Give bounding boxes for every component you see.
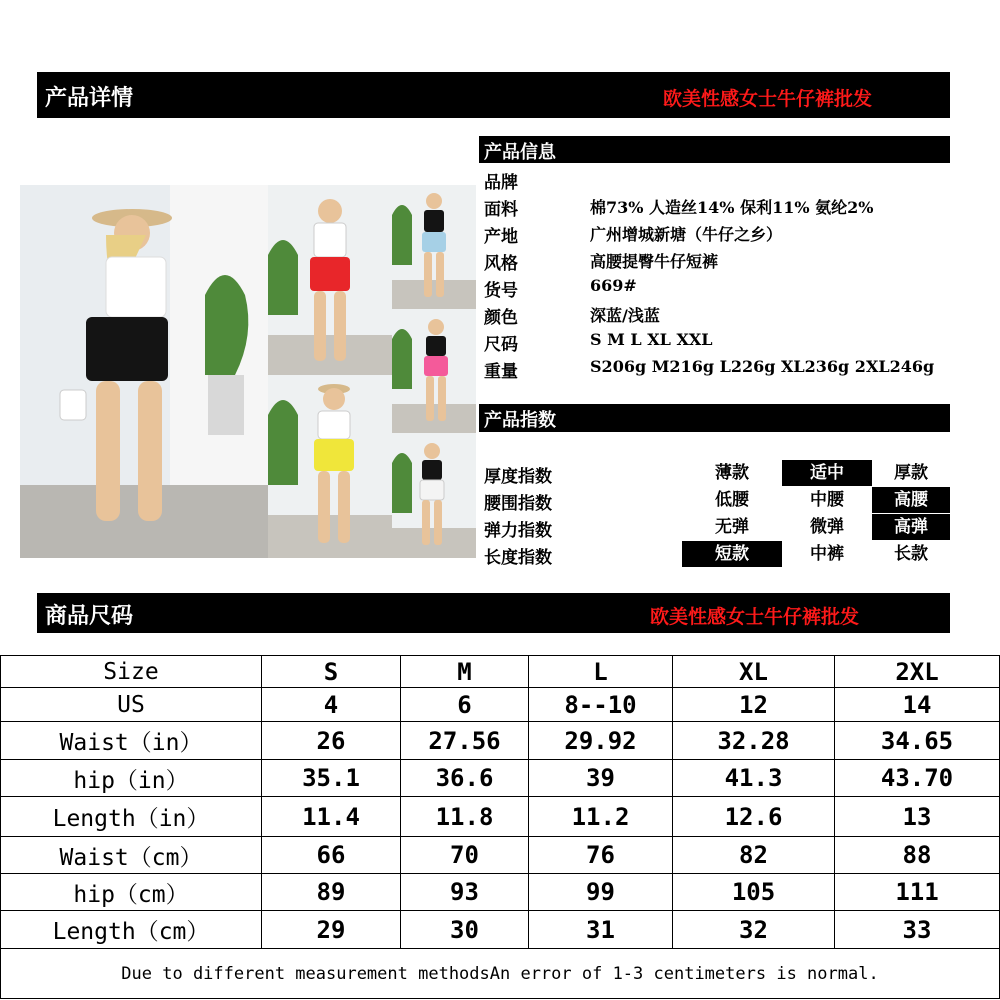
info-value: 669# xyxy=(590,276,637,295)
table-cell: 4 xyxy=(262,688,401,722)
index-row-waist xyxy=(484,487,950,513)
info-value: 广州增城新塘（牛仔之乡） xyxy=(590,225,783,244)
index-option: 高弹 xyxy=(872,514,950,540)
table-cell: L xyxy=(529,656,673,688)
page-title: 产品详情 xyxy=(45,85,134,111)
info-row-brand xyxy=(484,168,984,194)
info-value: S M L XL XXL xyxy=(590,330,713,349)
header-bar xyxy=(37,72,950,118)
info-key: 品牌 xyxy=(484,173,518,193)
index-section-header xyxy=(479,404,950,432)
table-cell: 2XL xyxy=(835,656,1000,688)
table-cell: 82 xyxy=(673,837,835,874)
info-key: 面料 xyxy=(484,200,518,220)
index-row-thickness xyxy=(484,460,950,486)
index-option: 无弹 xyxy=(715,517,749,537)
index-key: 厚度指数 xyxy=(484,467,552,487)
row-label: Waist（in） xyxy=(1,722,262,760)
table-cell: 31 xyxy=(529,911,673,949)
info-key: 产地 xyxy=(484,227,518,247)
table-cell: 36.6 xyxy=(401,760,529,797)
table-cell: 111 xyxy=(835,874,1000,911)
table-cell: 32.28 xyxy=(673,722,835,760)
index-option: 适中 xyxy=(782,460,872,486)
table-cell: 6 xyxy=(401,688,529,722)
table-row xyxy=(1,797,1000,837)
index-row-length xyxy=(484,541,950,567)
table-cell: 70 xyxy=(401,837,529,874)
info-section-header xyxy=(479,136,950,163)
table-cell: M xyxy=(401,656,529,688)
index-option: 中腰 xyxy=(810,490,844,510)
index-option: 短款 xyxy=(682,541,782,567)
index-option: 厚款 xyxy=(894,463,928,483)
table-cell: 11.8 xyxy=(401,797,529,837)
info-row-fabric xyxy=(484,195,984,221)
size-table xyxy=(0,655,1000,999)
header-tagline: 欧美性感女士牛仔裤批发 xyxy=(663,88,873,110)
measurement-note: Due to different measurement methodsAn error of 1-3 centimeters is normal. xyxy=(1,949,1000,999)
row-label: hip（in） xyxy=(1,760,262,797)
table-cell: 8--10 xyxy=(529,688,673,722)
index-key: 腰围指数 xyxy=(484,494,552,514)
info-value: 棉73% 人造丝14% 保利11% 氨纶2% xyxy=(590,198,874,217)
index-option: 薄款 xyxy=(715,463,749,483)
table-cell: 105 xyxy=(673,874,835,911)
table-row xyxy=(1,874,1000,911)
info-key: 货号 xyxy=(484,281,518,301)
index-section-title: 产品指数 xyxy=(484,410,556,431)
table-note-row xyxy=(1,949,1000,999)
model-shorts xyxy=(86,317,168,381)
table-row xyxy=(1,656,1000,688)
size-section-title: 商品尺码 xyxy=(45,603,134,629)
table-cell: 29 xyxy=(262,911,401,949)
info-key: 尺码 xyxy=(484,335,518,355)
info-key: 风格 xyxy=(484,254,518,274)
info-row-color xyxy=(484,303,984,329)
table-cell: 13 xyxy=(835,797,1000,837)
table-cell: 32 xyxy=(673,911,835,949)
row-label: Length（in） xyxy=(1,797,262,837)
model-photo-pink xyxy=(392,309,476,433)
table-cell: 30 xyxy=(401,911,529,949)
index-option: 高腰 xyxy=(872,487,950,513)
size-section-tagline: 欧美性感女士牛仔裤批发 xyxy=(650,606,860,628)
table-cell: 11.2 xyxy=(529,797,673,837)
index-key: 长度指数 xyxy=(484,548,552,568)
row-label: Waist（cm） xyxy=(1,837,262,874)
info-row-style xyxy=(484,249,984,275)
table-cell: 14 xyxy=(835,688,1000,722)
info-key: 颜色 xyxy=(484,308,518,328)
info-key: 重量 xyxy=(484,362,518,382)
size-section-bar xyxy=(37,593,950,633)
table-cell: 35.1 xyxy=(262,760,401,797)
row-label: US xyxy=(1,688,262,722)
table-cell: 88 xyxy=(835,837,1000,874)
table-cell: 89 xyxy=(262,874,401,911)
table-cell: 76 xyxy=(529,837,673,874)
table-cell: 11.4 xyxy=(262,797,401,837)
info-value: S206g M216g L226g XL236g 2XL246g xyxy=(590,357,935,376)
info-row-weight xyxy=(484,357,984,383)
row-label: Size xyxy=(1,656,262,688)
table-row xyxy=(1,760,1000,797)
info-row-size xyxy=(484,330,984,356)
index-key: 弹力指数 xyxy=(484,521,552,541)
model-photo-red xyxy=(268,185,392,375)
info-row-origin xyxy=(484,222,984,248)
table-cell: 99 xyxy=(529,874,673,911)
index-option: 微弹 xyxy=(810,517,844,537)
table-cell: 29.92 xyxy=(529,722,673,760)
info-row-item-number xyxy=(484,276,984,302)
info-section-title: 产品信息 xyxy=(484,142,556,163)
index-option: 低腰 xyxy=(715,490,749,510)
table-cell: 26 xyxy=(262,722,401,760)
table-row xyxy=(1,911,1000,949)
table-cell: 39 xyxy=(529,760,673,797)
table-cell: 43.70 xyxy=(835,760,1000,797)
table-cell: 33 xyxy=(835,911,1000,949)
table-row xyxy=(1,722,1000,760)
table-cell: 93 xyxy=(401,874,529,911)
table-row xyxy=(1,837,1000,874)
info-value: 深蓝/浅蓝 xyxy=(590,306,660,325)
table-cell: 12 xyxy=(673,688,835,722)
table-cell: 27.56 xyxy=(401,722,529,760)
model-photo-main xyxy=(20,185,268,558)
model-photo-white xyxy=(392,433,476,558)
model-photo-lightblue xyxy=(392,185,476,309)
index-option: 中裤 xyxy=(810,544,844,564)
index-option: 长款 xyxy=(894,544,928,564)
row-label: hip（cm） xyxy=(1,874,262,911)
row-label: Length（cm） xyxy=(1,911,262,949)
index-row-stretch xyxy=(484,514,950,540)
info-value: 高腰提臀牛仔短裤 xyxy=(590,252,719,271)
table-cell: XL xyxy=(673,656,835,688)
table-cell: S xyxy=(262,656,401,688)
table-cell: 12.6 xyxy=(673,797,835,837)
table-cell: 34.65 xyxy=(835,722,1000,760)
table-row xyxy=(1,688,1000,722)
table-cell: 66 xyxy=(262,837,401,874)
table-cell: 41.3 xyxy=(673,760,835,797)
model-photo-yellow xyxy=(268,375,392,558)
